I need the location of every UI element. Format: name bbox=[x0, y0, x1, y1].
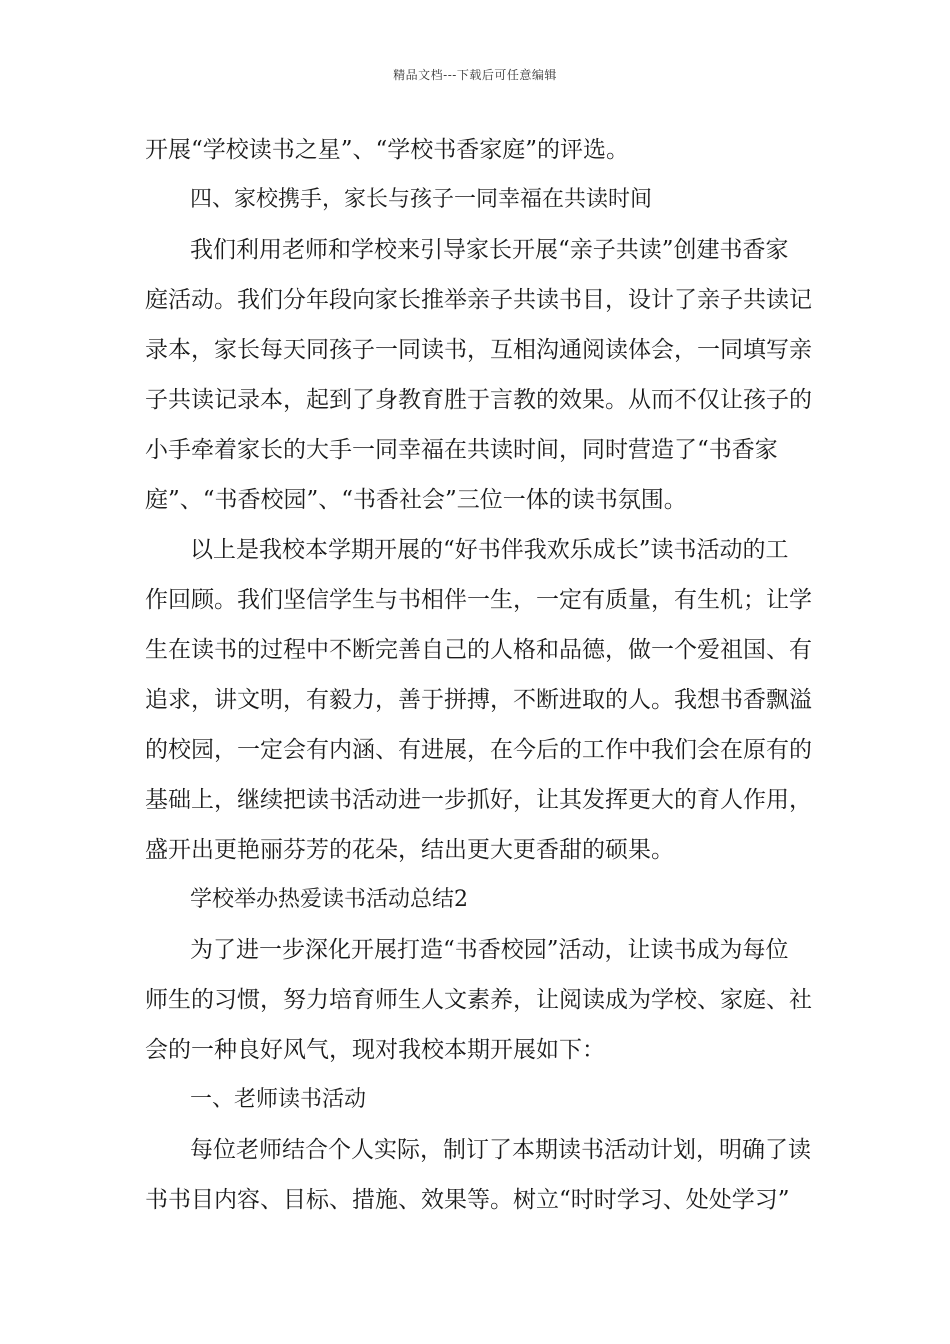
body-line: 生在读书的过程中不断完善自己的人格和品德，做一个爱祖国、有 bbox=[145, 637, 812, 663]
body-line: 作回顾。我们坚信学生与书相伴一生，一定有质量，有生机；让学 bbox=[145, 587, 812, 613]
body-line: 的校园，一定会有内涵、有进展，在今后的工作中我们会在原有的 bbox=[145, 737, 812, 763]
body-line: 子共读记录本，起到了身教育胜于言教的效果。从而不仅让孩子的 bbox=[145, 387, 812, 413]
body-line: 追求，讲文明，有毅力，善于拼搏，不断进取的人。我想书香飘溢 bbox=[145, 687, 812, 713]
body-line: 会的一种良好风气，现对我校本期开展如下： bbox=[145, 1037, 605, 1063]
body-line: 庭活动。我们分年段向家长推举亲子共读书目，设计了亲子共读记 bbox=[145, 287, 812, 313]
section-heading: 四、家校携手，家长与孩子一同幸福在共读时间 bbox=[190, 187, 653, 212]
body-line: 书书目内容、目标、措施、效果等。树立“时时学习、处处学习” bbox=[145, 1187, 790, 1213]
body-line: 开展“学校读书之星”、“学校书香家庭”的评选。 bbox=[145, 137, 630, 163]
paragraph-start-line: 为了进一步深化开展打造“书香校园”活动，让读书成为每位 bbox=[190, 937, 789, 963]
body-line: 基础上，继续把读书活动进一步抓好，让其发挥更大的育人作用， bbox=[145, 787, 812, 813]
paragraph-start-line: 我们利用老师和学校来引导家长开展“亲子共读”创建书香家 bbox=[190, 237, 789, 263]
paragraph-start-line: 每位老师结合个人实际，制订了本期读书活动计划，明确了读 bbox=[190, 1137, 811, 1163]
body-line: 小手牵着家长的大手一同幸福在共读时间，同时营造了“书香家 bbox=[145, 437, 778, 463]
section-heading: 一、老师读书活动 bbox=[190, 1087, 367, 1112]
page-header: 精品文档---下载后可任意编辑 bbox=[393, 68, 557, 82]
body-line: 盛开出更艳丽芬芳的花朵，结出更大更香甜的硕果。 bbox=[145, 837, 674, 863]
body-line: 录本，家长每天同孩子一同读书，互相沟通阅读体会，一同填写亲 bbox=[145, 337, 812, 363]
body-line: 师生的习惯，努力培育师生人文素养，让阅读成为学校、家庭、社 bbox=[145, 987, 812, 1013]
paragraph-start-line: 以上是我校本学期开展的“好书伴我欢乐成长”读书活动的工 bbox=[190, 537, 789, 563]
body-line: 庭”、“书香校园”、“书香社会”三位一体的读书氛围。 bbox=[145, 487, 687, 513]
section-title: 学校举办热爱读书活动总结2 bbox=[190, 887, 468, 912]
